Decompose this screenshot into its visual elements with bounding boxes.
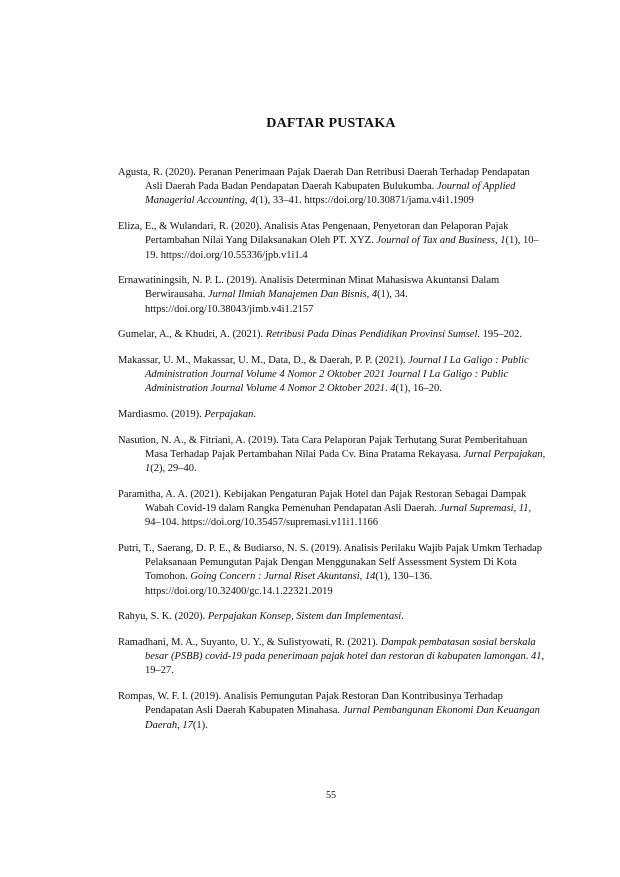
reference-text: . 195–202. bbox=[477, 329, 522, 341]
reference-entry bbox=[118, 636, 548, 679]
reference-entry bbox=[118, 690, 548, 733]
reference-text: (1), 34. https://doi.org/10.38043/jimb.v4i1.2157 bbox=[145, 289, 408, 315]
reference-entry bbox=[118, 220, 548, 263]
reference-italic-text: Jurnal Pembangunan Ekonomi Dan Keuangan Daerah bbox=[145, 705, 540, 731]
reference-entry bbox=[118, 610, 548, 624]
reference-italic-text: Jurnal Ilmiah Manajemen Dan Bisnis bbox=[207, 289, 367, 301]
reference-italic-text: Journal of Tax and Business bbox=[376, 235, 495, 247]
reference-entry bbox=[118, 408, 548, 422]
reference-text: Mardiasmo. (2019). bbox=[118, 409, 205, 421]
reference-text: , 19–27. bbox=[145, 651, 545, 677]
reference-entry bbox=[118, 434, 548, 477]
reference-entry bbox=[118, 488, 548, 531]
reference-italic-text: 11 bbox=[518, 503, 529, 515]
page-title: DAFTAR PUSTAKA bbox=[266, 116, 396, 131]
reference-text: Ernawatiningsih, N. P. L. (2019). Analisis Determinan Minat Mahasiswa Akuntansi Dalam Berwirausaha. bbox=[118, 275, 500, 301]
reference-text: , bbox=[494, 235, 501, 247]
reference-italic-text: 1 bbox=[500, 235, 506, 247]
reference-italic-text: 14 bbox=[364, 571, 376, 583]
reference-italic-text: Jurnal Supremasi bbox=[439, 503, 514, 515]
reference-text: Ramadhani, M. A., Suyanto, U. Y., & Sulistyowati, R. (2021). bbox=[118, 637, 381, 649]
reference-text: , 94–104. https://doi.org/10.35457/supremasi.v11i1.1166 bbox=[145, 503, 532, 529]
reference-text: Makassar, U. M., Makassar, U. M., Data, D., & Daerah, P. P. (2021). bbox=[118, 355, 409, 367]
reference-text: , bbox=[542, 449, 546, 461]
reference-text: (1), 16–20. bbox=[395, 383, 442, 395]
reference-text: . bbox=[385, 383, 391, 395]
reference-list bbox=[118, 166, 548, 744]
reference-italic-text: Jurnal Perpajakan bbox=[463, 449, 543, 461]
reference-text: Putri, T., Saerang, D. P. E., & Budiarso, N. S. (2019). Analisis Perilaku Wajib Pajak Umkm Terhadap Pelaksanaan Pemungutan Pajak Dengan Menggunakan Self Assessment System Di Kota Tomohon. bbox=[118, 543, 543, 583]
reference-entry bbox=[118, 166, 548, 209]
reference-text: (1), 130–136. https://doi.org/10.32400/gc.14.1.22321.2019 bbox=[145, 571, 433, 597]
reference-italic-text: 4 bbox=[390, 383, 396, 395]
reference-text: Agusta, R. (2020). Peranan Penerimaan Pajak Daerah Dan Retribusi Daerah Terhadap Pendapatan Asli Daerah Pada Badan Pendapatan Daerah Kabupaten Bulukumba. bbox=[118, 167, 530, 193]
reference-text: Paramitha, A. A. (2021). Kebijakan Pengaturan Pajak Hotel dan Pajak Restoran Sebagai Dampak Wabah Covid-19 dalam Rangka Pemenuhan Pendapatan Asli Daerah. bbox=[118, 488, 527, 515]
reference-text: , bbox=[513, 503, 519, 515]
reference-text: . bbox=[525, 651, 532, 663]
reference-italic-text: Going Concern : Jurnal Riset Akuntansi bbox=[190, 571, 360, 583]
page-number: 55 bbox=[326, 790, 336, 801]
reference-text: Gumelar, A., & Khudri, A. (2021). bbox=[118, 329, 266, 341]
reference-text: Nasution, N. A., & Fitriani, A. (2019). Tata Cara Pelaporan Pajak Terhutang Surat Pemberitahuan Masa Terhadap Pajak Pertambahan Nilai Pada Cv. Bina Pratama Rekayasa. bbox=[118, 434, 528, 461]
reference-text: Eliza, E., & Wulandari, R. (2020). Analisis Atas Pengenaan, Penyetoran dan Pelaporan Pajak Pertambahan Nilai Yang Dilaksanakan Oleh PT. XYZ. bbox=[118, 221, 509, 247]
reference-italic-text: Dampak pembatasan sosial berskala besar (PSBB) covid-19 pada penerimaan pajak hotel dan restoran di kabupaten lamongan bbox=[145, 637, 536, 663]
reference-text: , bbox=[359, 571, 365, 583]
reference-entry bbox=[118, 542, 548, 599]
reference-entry bbox=[118, 328, 548, 342]
reference-text: (1), 10–19. https://doi.org/10.55336/jpb.v1i1.4 bbox=[145, 235, 539, 261]
reference-italic-text: 1 bbox=[145, 463, 151, 475]
reference-italic-text: 17 bbox=[182, 719, 193, 731]
reference-italic-text: 41 bbox=[531, 651, 542, 663]
reference-text: (1). bbox=[192, 719, 208, 731]
reference-italic-text: Journal of Applied Managerial Accounting bbox=[145, 181, 516, 207]
reference-text: , bbox=[177, 719, 183, 731]
reference-italic-text: Journal I La Galigo : Public Administration Journal Volume 4 Nomor 2 Oktober 2021 Journal I La Galigo : Public Administration Journal Volume 4 Nomor 2 Oktober 2021 bbox=[145, 355, 529, 395]
reference-entry bbox=[118, 354, 548, 397]
reference-text: Rahyu, S. K. (2020). bbox=[118, 611, 208, 623]
reference-italic-text: Perpajakan bbox=[204, 409, 254, 421]
reference-text: (1), 33–41. https://doi.org/10.30871/jama.v4i1.1909 bbox=[255, 195, 474, 207]
reference-italic-text: Perpajakan Konsep, Sistem dan Implementasi bbox=[207, 611, 402, 623]
reference-italic-text: 4 bbox=[371, 289, 378, 301]
reference-text: (2), 29–40. bbox=[150, 463, 197, 475]
reference-italic-text: Retribusi Pada Dinas Pendidikan Provinsi Sumsel bbox=[265, 329, 478, 341]
reference-text: Rompas, W. F. I. (2019). Analisis Pemungutan Pajak Restoran Dan Kontribusinya Terhadap Pendapatan Asli Daerah Kabupaten Minahasa. bbox=[118, 691, 503, 717]
reference-text: . bbox=[401, 611, 404, 623]
reference-text: , bbox=[244, 195, 251, 207]
reference-entry bbox=[118, 274, 548, 317]
reference-text: , bbox=[366, 289, 372, 301]
reference-text: . bbox=[253, 409, 256, 421]
reference-italic-text: 4 bbox=[250, 195, 256, 207]
